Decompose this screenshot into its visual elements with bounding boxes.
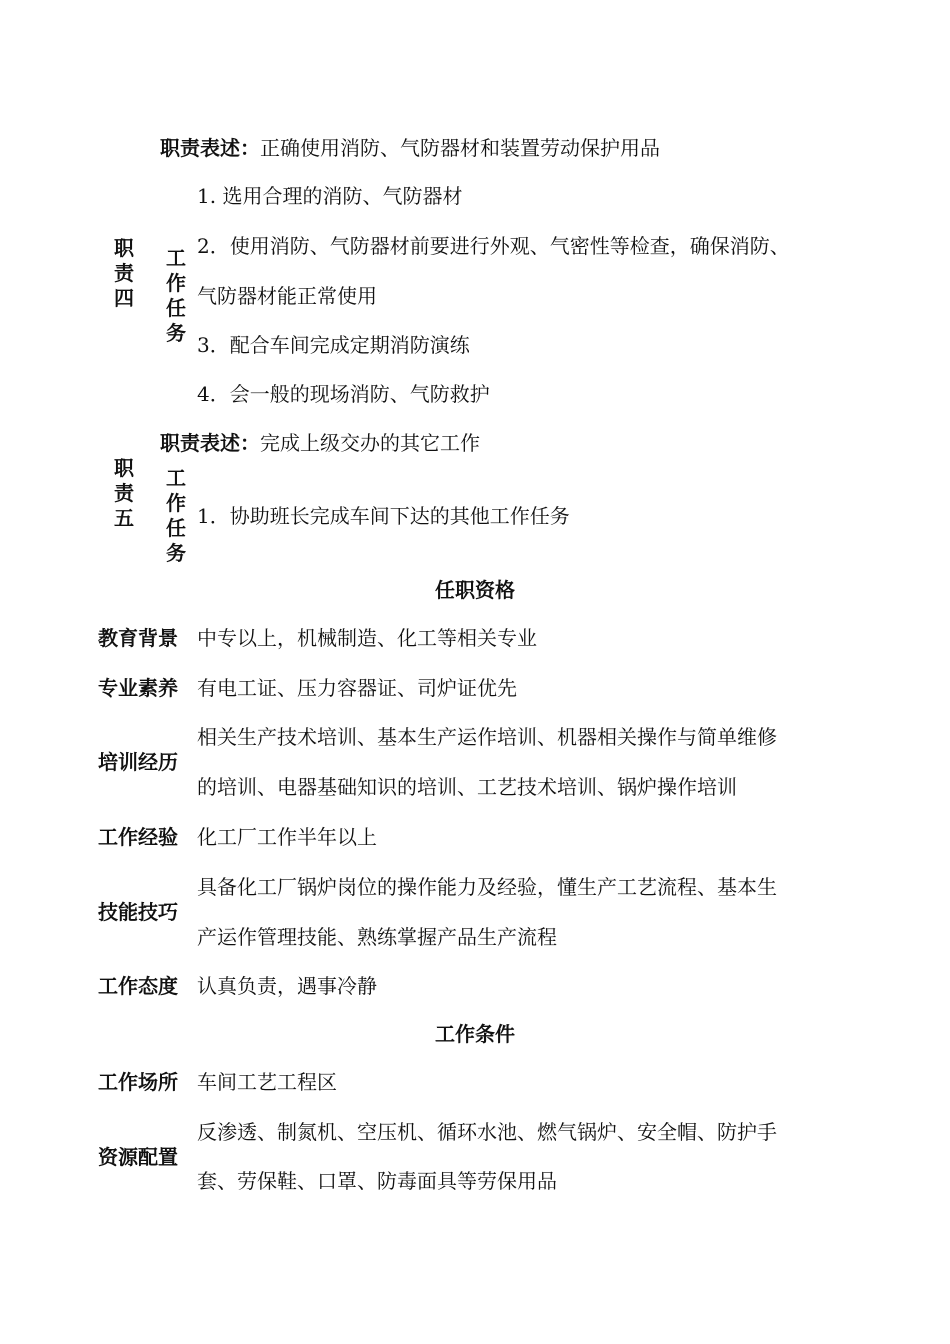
duty4-desc-text: 正确使用消防、气防器材和装置劳动保护用品 <box>260 136 660 160</box>
duty5-task-1: 1．协助班长完成车间下达的其他工作任务 <box>197 504 570 528</box>
duty4-task-2-cont: 气防器材能正常使用 <box>197 284 377 308</box>
duty5-label: 职责五 <box>114 456 134 530</box>
qual-skills-value-line2: 产运作管理技能、熟练掌握产品生产流程 <box>197 925 557 949</box>
cond-resources-label: 资源配置 <box>98 1145 178 1169</box>
duty5-desc-text: 完成上级交办的其它工作 <box>260 431 480 455</box>
cond-resources-value-line1: 反渗透、制氮机、空压机、循环水池、燃气锅炉、安全帽、防护手 <box>197 1120 777 1144</box>
qual-training-label: 培训经历 <box>98 750 178 774</box>
duty4-task-1: 1. 选用合理的消防、气防器材 <box>197 184 463 208</box>
duty4-task-3: 3．配合车间完成定期消防演练 <box>197 333 470 357</box>
qual-skills-value-line1: 具备化工厂锅炉岗位的操作能力及经验，懂生产工艺流程、基本生 <box>197 875 777 899</box>
qual-experience-label: 工作经验 <box>98 825 178 849</box>
qual-training-value-line2: 的培训、电器基础知识的培训、工艺技术培训、锅炉操作培训 <box>197 775 737 799</box>
duty4-task-4: 4．会一般的现场消防、气防救护 <box>197 382 490 406</box>
cond-resources-value-line2: 套、劳保鞋、口罩、防毒面具等劳保用品 <box>197 1169 557 1193</box>
qual-education-value: 中专以上，机械制造、化工等相关专业 <box>197 626 537 650</box>
duty5-task-label: 工作任务 <box>166 466 186 565</box>
qual-professional-label: 专业素养 <box>98 676 178 700</box>
qual-skills-label: 技能技巧 <box>98 900 178 924</box>
conditions-heading: 工作条件 <box>435 1022 515 1046</box>
duty4-description <box>160 138 660 159</box>
qual-attitude-label: 工作态度 <box>98 974 178 998</box>
duty4-label: 职责四 <box>114 236 134 310</box>
qualifications-heading: 任职资格 <box>435 578 515 602</box>
qual-professional-value: 有电工证、压力容器证、司炉证优先 <box>197 676 517 700</box>
qual-training-value-line1: 相关生产技术培训、基本生产运作培训、机器相关操作与简单维修 <box>197 725 777 749</box>
duty4-desc-label: 职责表述： <box>160 136 260 160</box>
qual-experience-value: 化工厂工作半年以上 <box>197 825 377 849</box>
qual-attitude-value: 认真负责，遇事冷静 <box>197 974 377 998</box>
duty4-task-label: 工作任务 <box>166 246 186 345</box>
duty5-desc-label: 职责表述： <box>160 431 260 455</box>
duty4-task-2: 2．使用消防、气防器材前要进行外观、气密性等检查，确保消防、 <box>197 234 790 258</box>
qual-education-label: 教育背景 <box>98 626 178 650</box>
cond-location-value: 车间工艺工程区 <box>197 1070 337 1094</box>
cond-location-label: 工作场所 <box>98 1070 178 1094</box>
duty5-description <box>160 433 480 454</box>
